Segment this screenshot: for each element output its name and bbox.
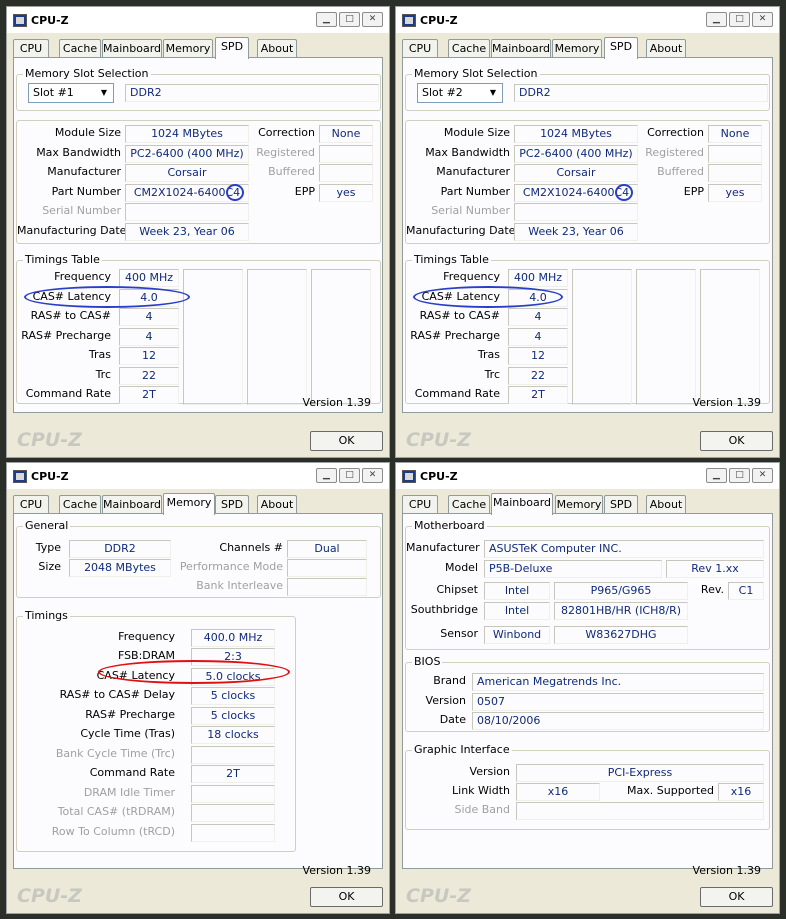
general-group — [16, 519, 381, 598]
timing-value: 4 — [119, 328, 179, 346]
chevron-down-icon: ▼ — [489, 88, 497, 97]
slot-selection-group — [405, 67, 770, 111]
timing-label: RAS# to CAS# Delay — [59, 688, 175, 701]
southbridge-label: Southbridge — [410, 603, 478, 616]
empty-column — [311, 269, 371, 405]
tab-spd[interactable]: SPD — [604, 495, 638, 514]
timing-label: Trc — [484, 368, 500, 381]
timing-label: Row To Column (tRCD) — [51, 825, 175, 838]
group-label: BIOS — [414, 655, 441, 668]
chipset-vendor-value: Intel — [484, 582, 550, 600]
timing-value: 2T — [508, 386, 568, 404]
cpuz-logo: CPU-Z — [406, 429, 471, 451]
tab-mainboard[interactable]: Mainboard — [491, 39, 551, 58]
chipset-label: Chipset — [436, 583, 478, 596]
bios-date-value: 08/10/2006 — [472, 712, 764, 730]
group-label: Timings Table — [414, 253, 489, 266]
part-suffix-highlight — [226, 184, 244, 201]
timing-label: Cycle Time (Tras) — [80, 727, 175, 740]
cpuz-window-spd-slot2 — [395, 6, 780, 458]
empty-column — [572, 269, 632, 405]
title-bar[interactable] — [7, 463, 389, 489]
chipset-rev-label: Rev. — [700, 583, 724, 596]
side-band-value — [516, 802, 764, 820]
bios-version-label: Version — [425, 694, 466, 707]
bank-interleave-label: Bank Interleave — [196, 579, 283, 592]
close-button[interactable]: ✕ — [362, 12, 383, 27]
bank-interleave-value — [287, 578, 367, 596]
correction-label: Correction — [258, 126, 315, 139]
cas-latency-highlight — [413, 286, 563, 308]
tab-cpu[interactable]: CPU — [402, 495, 438, 514]
tab-cache[interactable]: Cache — [448, 495, 490, 514]
timings-table-group — [405, 253, 770, 404]
correction-value: None — [319, 125, 373, 143]
chevron-down-icon: ▼ — [100, 88, 108, 97]
timings-group — [16, 609, 296, 852]
size-value: 2048 MBytes — [69, 559, 171, 577]
version-label: Version 1.39 — [302, 396, 371, 409]
timing-value: 400 MHz — [508, 269, 568, 287]
part-number-value: CM2X1024-6400C4 — [514, 184, 638, 202]
timing-label: Frequency — [54, 270, 111, 283]
mfg-date-value: Week 23, Year 06 — [514, 223, 638, 241]
slot-select[interactable] — [28, 83, 114, 103]
timing-label: Total CAS# (tRDRAM) — [57, 805, 175, 818]
tab-about[interactable]: About — [646, 495, 686, 514]
registered-label: Registered — [256, 146, 315, 159]
tab-spd[interactable]: SPD — [604, 37, 638, 59]
model-label: Model — [444, 561, 478, 574]
buffered-label: Buffered — [268, 165, 315, 178]
slot-selection-group — [16, 67, 381, 111]
timing-label: Bank Cycle Time (Trc) — [55, 747, 175, 760]
cpuz-app-icon — [13, 14, 27, 27]
tab-strip — [402, 37, 773, 58]
tab-about[interactable]: About — [646, 39, 686, 58]
timing-value: 5 clocks — [191, 707, 275, 725]
timing-value: 22 — [508, 367, 568, 385]
close-button[interactable]: ✕ — [752, 468, 773, 483]
manufacturer-label: Manufacturer — [406, 541, 480, 554]
channels-value: Dual — [287, 540, 367, 558]
type-value: DDR2 — [69, 540, 171, 558]
manufacturer-value: ASUSTeK Computer INC. — [484, 540, 764, 558]
minimize-button[interactable]: ▁ — [316, 468, 337, 483]
mfg-date-label: Manufacturing Date — [406, 224, 516, 237]
timing-value: 22 — [119, 367, 179, 385]
group-label: Graphic Interface — [414, 743, 510, 756]
window-title: CPU-Z — [420, 14, 458, 27]
gfx-version-value: PCI-Express — [516, 764, 764, 782]
max-bandwidth-value: PC2-6400 (400 MHz) — [125, 145, 249, 163]
timing-value: 12 — [119, 347, 179, 365]
tab-cache[interactable]: Cache — [59, 39, 101, 58]
tab-cpu[interactable]: CPU — [402, 39, 438, 58]
link-width-value: x16 — [516, 783, 600, 801]
bios-date-label: Date — [439, 713, 466, 726]
maximize-button[interactable]: □ — [339, 12, 360, 27]
graphic-interface-group — [405, 743, 770, 830]
model-value: P5B-Deluxe — [484, 560, 662, 578]
registered-value — [708, 145, 762, 163]
module-size-label: Module Size — [443, 126, 510, 139]
timing-label: FSB:DRAM — [117, 649, 175, 662]
timing-label: Frequency — [118, 630, 175, 643]
timings-table-group — [16, 253, 381, 404]
timing-value: 2:3 — [191, 648, 275, 666]
manufacturer-label: Manufacturer — [47, 165, 121, 178]
cpuz-window-mainboard — [395, 462, 780, 914]
empty-column — [183, 269, 243, 405]
southbridge-vendor-value: Intel — [484, 602, 550, 620]
cpuz-logo: CPU-Z — [17, 429, 82, 451]
tab-spd[interactable]: SPD — [215, 37, 249, 59]
spd-panel — [13, 57, 383, 413]
tab-cache[interactable]: Cache — [59, 495, 101, 514]
cpuz-logo: CPU-Z — [17, 885, 82, 907]
tab-cpu[interactable]: CPU — [13, 495, 49, 514]
slot-select[interactable] — [417, 83, 503, 103]
minimize-button[interactable]: ▁ — [706, 468, 727, 483]
buffered-value — [319, 164, 373, 182]
cpuz-app-icon — [13, 470, 27, 483]
timing-value: 12 — [508, 347, 568, 365]
module-info-group — [16, 120, 381, 244]
timing-label: Command Rate — [25, 387, 111, 400]
tab-memory[interactable]: Memory — [163, 493, 215, 515]
timing-label: RAS# Precharge — [85, 708, 175, 721]
timing-value: 4 — [508, 308, 568, 326]
empty-column — [247, 269, 307, 405]
mainboard-panel — [402, 513, 773, 869]
cpuz-logo: CPU-Z — [406, 885, 471, 907]
timing-label: Trc — [95, 368, 111, 381]
slot-select-value: Slot #2 — [422, 86, 463, 99]
memory-type-field: DDR2 — [125, 84, 379, 102]
timing-label: Tras — [88, 348, 111, 361]
timing-label: Command Rate — [89, 766, 175, 779]
timing-value: 4.0 — [508, 289, 568, 307]
timing-value: 5 clocks — [191, 687, 275, 705]
tab-cache[interactable]: Cache — [448, 39, 490, 58]
tab-strip — [13, 37, 383, 58]
manufacturer-value: Corsair — [125, 164, 249, 182]
title-bar[interactable] — [396, 7, 779, 33]
timing-value: 18 clocks — [191, 726, 275, 744]
tab-strip — [402, 493, 773, 514]
timing-label: CAS# Latency — [96, 669, 175, 682]
link-width-label: Link Width — [452, 784, 510, 797]
group-label: General — [25, 519, 69, 532]
timing-label: RAS# to CAS# — [30, 309, 111, 322]
tab-about[interactable]: About — [257, 39, 297, 58]
slot-select-value: Slot #1 — [33, 86, 74, 99]
max-bandwidth-label: Max Bandwidth — [36, 146, 121, 159]
timing-value: 2T — [119, 386, 179, 404]
title-bar[interactable] — [7, 7, 389, 33]
cpuz-app-icon — [402, 470, 416, 483]
part-number-label: Part Number — [440, 185, 510, 198]
bios-brand-value: American Megatrends Inc. — [472, 673, 764, 691]
max-bandwidth-label: Max Bandwidth — [425, 146, 510, 159]
serial-number-value — [125, 203, 249, 221]
cas-latency-highlight — [98, 660, 290, 684]
bios-version-value: 0507 — [472, 693, 764, 711]
module-size-value: 1024 MBytes — [514, 125, 638, 143]
group-label: Timings — [25, 609, 68, 622]
part-number-value: CM2X1024-6400C4 — [125, 184, 249, 202]
tab-about[interactable]: About — [257, 495, 297, 514]
part-number-label: Part Number — [51, 185, 121, 198]
maximize-button[interactable]: □ — [729, 12, 750, 27]
ok-button[interactable]: OK — [700, 431, 773, 451]
minimize-button[interactable]: ▁ — [316, 12, 337, 27]
side-band-label: Side Band — [454, 803, 510, 816]
ok-button[interactable]: OK — [310, 431, 383, 451]
module-size-value: 1024 MBytes — [125, 125, 249, 143]
timing-value: 4.0 — [119, 289, 179, 307]
southbridge-value: 82801HB/HR (ICH8/R) — [554, 602, 688, 620]
size-label: Size — [38, 560, 61, 573]
chipset-rev-value: C1 — [728, 582, 764, 600]
max-bandwidth-value: PC2-6400 (400 MHz) — [514, 145, 638, 163]
version-label: Version 1.39 — [302, 864, 371, 877]
max-supported-label: Max. Supported — [627, 784, 714, 797]
correction-label: Correction — [647, 126, 704, 139]
sensor-vendor-value: Winbond — [484, 626, 550, 644]
buffered-value — [708, 164, 762, 182]
timing-label: RAS# to CAS# — [419, 309, 500, 322]
memory-panel — [13, 513, 383, 869]
timing-label: CAS# Latency — [421, 290, 500, 303]
module-info-group — [405, 120, 770, 244]
tab-memory[interactable]: Memory — [555, 495, 603, 514]
timing-value: 4 — [508, 328, 568, 346]
cpuz-window-spd-slot1 — [6, 6, 390, 458]
timing-label: DRAM Idle Timer — [83, 786, 175, 799]
tab-cpu[interactable]: CPU — [13, 39, 49, 58]
timing-value: 5.0 clocks — [191, 668, 275, 686]
serial-number-label: Serial Number — [42, 204, 121, 217]
tab-strip — [13, 493, 383, 514]
cpuz-window-memory — [6, 462, 390, 914]
memory-type-field: DDR2 — [514, 84, 768, 102]
minimize-button[interactable]: ▁ — [706, 12, 727, 27]
ok-button[interactable]: OK — [700, 887, 773, 907]
window-title: CPU-Z — [31, 14, 69, 27]
correction-value: None — [708, 125, 762, 143]
serial-number-value — [514, 203, 638, 221]
tab-mainboard[interactable]: Mainboard — [491, 493, 553, 515]
mfg-date-label: Manufacturing Date — [17, 224, 127, 237]
model-rev-value: Rev 1.xx — [666, 560, 764, 578]
timing-value — [191, 824, 275, 842]
module-size-label: Module Size — [54, 126, 121, 139]
chipset-value: P965/G965 — [554, 582, 688, 600]
group-label: Motherboard — [414, 519, 485, 532]
tab-mainboard[interactable]: Mainboard — [102, 495, 162, 514]
sensor-value: W83627DHG — [554, 626, 688, 644]
timing-label: RAS# Precharge — [410, 329, 500, 342]
motherboard-group — [405, 519, 770, 650]
timing-value — [191, 785, 275, 803]
group-label: Memory Slot Selection — [414, 67, 538, 80]
timing-label: CAS# Latency — [32, 290, 111, 303]
cas-latency-highlight — [24, 286, 190, 308]
group-label: Memory Slot Selection — [25, 67, 149, 80]
bios-group — [405, 655, 770, 732]
epp-label: EPP — [294, 185, 315, 198]
empty-column — [636, 269, 696, 405]
timing-value: 2T — [191, 765, 275, 783]
timing-label: Command Rate — [414, 387, 500, 400]
type-label: Type — [35, 541, 61, 554]
manufacturer-label: Manufacturer — [436, 165, 510, 178]
group-label: Timings Table — [25, 253, 100, 266]
cpuz-app-icon — [402, 14, 416, 27]
timing-value: 400 MHz — [119, 269, 179, 287]
timing-value: 400.0 MHz — [191, 629, 275, 647]
spd-panel — [402, 57, 773, 413]
performance-mode-value — [287, 559, 367, 577]
ok-button[interactable]: OK — [310, 887, 383, 907]
part-suffix-highlight — [615, 184, 633, 201]
timing-label: RAS# Precharge — [21, 329, 111, 342]
bios-brand-label: Brand — [433, 674, 466, 687]
performance-mode-label: Performance Mode — [179, 560, 283, 573]
channels-label: Channels # — [219, 541, 283, 554]
timing-value — [191, 746, 275, 764]
empty-column — [700, 269, 760, 405]
tab-mainboard[interactable]: Mainboard — [102, 39, 162, 58]
close-button[interactable]: ✕ — [752, 12, 773, 27]
registered-label: Registered — [645, 146, 704, 159]
maximize-button[interactable]: □ — [339, 468, 360, 483]
gfx-version-label: Version — [469, 765, 510, 778]
version-label: Version 1.39 — [692, 396, 761, 409]
window-title: CPU-Z — [31, 470, 69, 483]
epp-value: yes — [319, 184, 373, 202]
epp-value: yes — [708, 184, 762, 202]
sensor-label: Sensor — [440, 627, 478, 640]
timing-value: 4 — [119, 308, 179, 326]
registered-value — [319, 145, 373, 163]
epp-label: EPP — [683, 185, 704, 198]
tab-memory[interactable]: Memory — [163, 39, 213, 58]
timing-label: Frequency — [443, 270, 500, 283]
title-bar[interactable] — [396, 463, 779, 489]
manufacturer-value: Corsair — [514, 164, 638, 182]
maximize-button[interactable]: □ — [729, 468, 750, 483]
window-title: CPU-Z — [420, 470, 458, 483]
buffered-label: Buffered — [657, 165, 704, 178]
serial-number-label: Serial Number — [431, 204, 510, 217]
mfg-date-value: Week 23, Year 06 — [125, 223, 249, 241]
tab-spd[interactable]: SPD — [215, 495, 249, 514]
timing-value — [191, 804, 275, 822]
version-label: Version 1.39 — [692, 864, 761, 877]
max-supported-value: x16 — [718, 783, 764, 801]
close-button[interactable]: ✕ — [362, 468, 383, 483]
tab-memory[interactable]: Memory — [552, 39, 602, 58]
timing-label: Tras — [477, 348, 500, 361]
